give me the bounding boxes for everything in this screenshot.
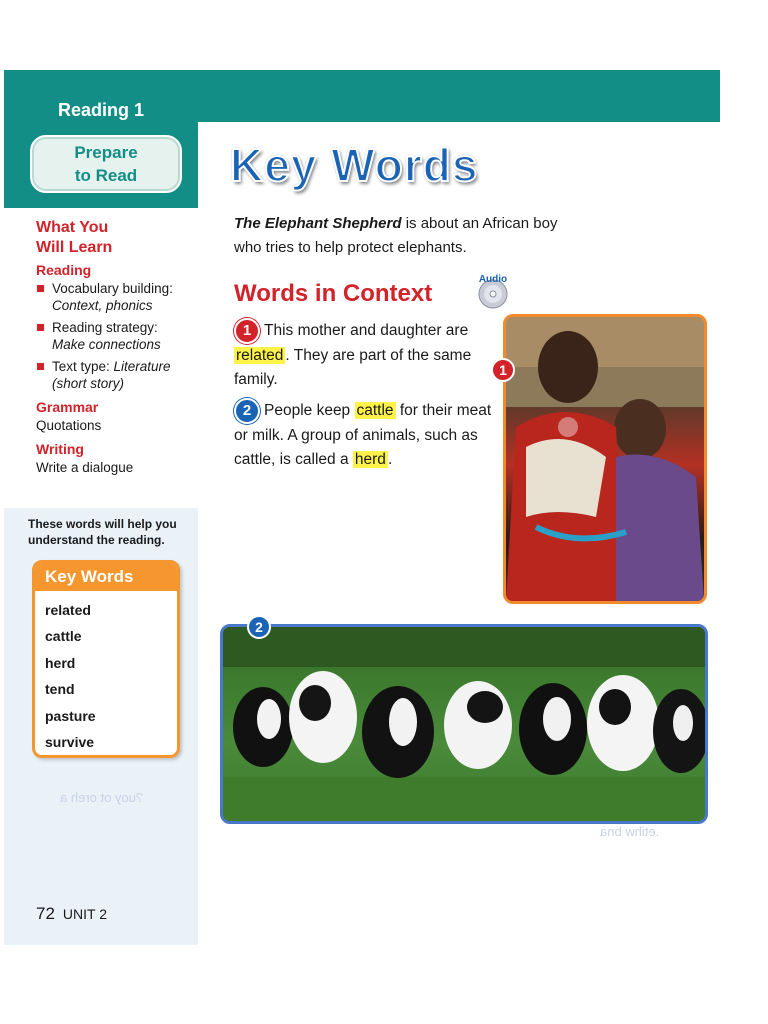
photo-label-2 (246, 614, 272, 640)
key-words-box (32, 560, 180, 758)
book-title: The Elephant Shepherd (234, 215, 402, 232)
key-word-item: cattle (45, 628, 82, 645)
writing-item: Write a dialogue (36, 460, 134, 475)
context-paragraph-2 (234, 398, 494, 471)
wywl-line1: What You (36, 219, 109, 236)
cattle-herd-illustration (223, 627, 705, 821)
photo-label-1 (490, 357, 516, 383)
list-item: Reading strategy: Make connections (36, 319, 194, 353)
key-words-box-title: Key Words (35, 563, 177, 591)
keyword-herd: herd (354, 450, 386, 468)
prepare-to-read-badge (30, 135, 182, 193)
key-words-list (35, 597, 177, 755)
reading-heading: Reading (36, 262, 92, 278)
key-word-item: tend (45, 681, 75, 698)
what-you-will-learn-title (36, 218, 194, 258)
mother-daughter-photo (503, 314, 707, 604)
cattle-herd-photo (220, 624, 708, 824)
key-word-item: related (45, 602, 91, 618)
bleed-through-text: ?uoy ot oreh a (60, 790, 144, 805)
number-badge-1: 1 (234, 318, 260, 344)
keyword-cattle: cattle (356, 402, 394, 420)
p1-after: . They are part of the same family. (234, 347, 472, 388)
reading-label: Reading 1 (58, 100, 145, 120)
key-word-item: survive (45, 734, 95, 751)
grammar-item: Quotations (36, 418, 102, 433)
page-footer (36, 904, 107, 924)
p2-middle: for their meat or milk. A group of animals, such as cattle, is called a (234, 402, 492, 468)
intro-rest: is about an African boy (401, 215, 558, 232)
prepare-line2: to Read (74, 166, 138, 185)
p1-before: This mother and daughter are (264, 322, 469, 340)
prepare-line1: Prepare (74, 143, 138, 162)
key-word-item: pasture (45, 707, 96, 724)
intro-text (234, 212, 654, 260)
audio-cd-icon[interactable] (470, 272, 516, 310)
context-paragraph-1 (234, 318, 494, 391)
bleed-through-text: .etihw bna (600, 824, 660, 839)
audio-label: Audio (478, 274, 508, 285)
writing-heading: Writing (36, 441, 84, 457)
p2-after: . (387, 450, 393, 468)
what-you-will-learn (36, 218, 194, 476)
number-badge-2: 2 (234, 398, 260, 424)
mother-daughter-illustration (506, 317, 704, 601)
keyword-related: related (236, 347, 284, 364)
page-number: 72 (36, 904, 55, 923)
helper-text: These words will help you understand the reading. (28, 517, 177, 547)
wywl-line2: Will Learn (36, 239, 113, 256)
list-item: Text type: Literature (short story) (36, 358, 194, 392)
photo-label-1-text: 1 (499, 362, 507, 378)
photo-label-2-text: 2 (255, 619, 263, 635)
reading-list (36, 280, 194, 392)
grammar-heading: Grammar (36, 399, 99, 415)
key-word-item: herd (45, 654, 76, 671)
page-title: Key Words (230, 139, 479, 191)
words-in-context-heading: Words in Context (234, 280, 433, 307)
p2-before: People keep (264, 402, 355, 420)
list-item: Vocabulary building: Context, phonics (36, 280, 194, 314)
intro-line2: who tries to help protect elephants. (234, 239, 467, 256)
unit-label: UNIT 2 (62, 906, 108, 922)
